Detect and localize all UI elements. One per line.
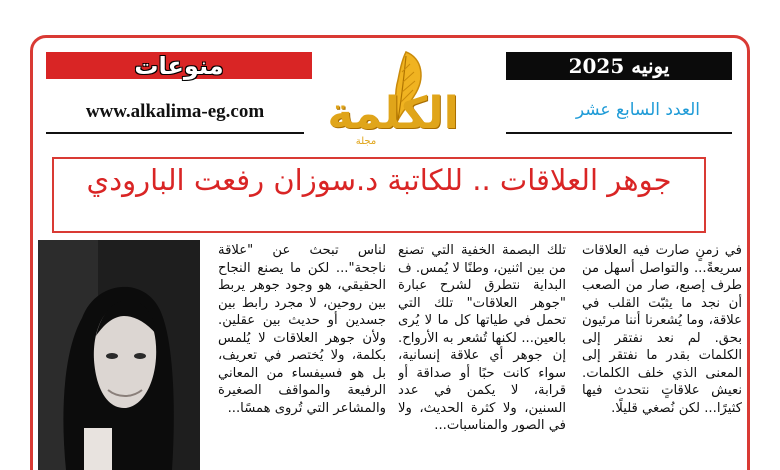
- column-1-text: في زمنٍ صارت فيه العلاقات سريعةً... والتواصل أسهل من طرف إصبع، صار من الصعب أن نجد ما يثبّت القلب في علاقة، وما يُشعرنا أننا مرئيون بحق. لم نعد نفتقر إلى الكلمات بقدر ما نفتقر إلى المعنى الذي خلف الكلمات. نعيش علاقاتٍ نتحدث فيها كثيرًا... لكن نُصغي قليلًا.: [582, 243, 742, 416]
- column-2-text: تلك البصمة الخفية التي تصنع من بين اثنين، وطنًا لا يُمس. ف البداية نتطرق لشرح عبارة "جوهر العلاقات" تلك التي تحمل في طياتها كل ما لا يُرى بالعين... لكنها تُشعر به الأرواح. إن جوهر أي علاقة إنسانية، سواء كانت حبًا أو صداقة أو قرابة، لا يكمن في عدد السنين، ولا كثرة الحديث، ولا في الصور والمناسبات...: [398, 243, 566, 433]
- article-column-2: [398, 242, 566, 470]
- author-photo: [38, 240, 200, 470]
- magazine-logo-text: الكلمة: [327, 88, 459, 139]
- article-title: جوهر العلاقات .. للكاتبة د.سوزان رفعت البارودي: [86, 163, 672, 197]
- article-column-1: [582, 242, 742, 470]
- article-column-3: [218, 242, 386, 470]
- column-3-text: لناس تبحث عن "علاقة ناجحة"... لكن ما يصنع النجاح الحقيقي، هو وجود جوهر يربط بين روحين، لا مجرد رابط بين جسدين أو حديث بين عقلين. ولأن جوهر العلاقات لا يُلمس بكلمة، ولا يُختصر في تعريف، بل هو فسيفساء من المعاني الرفيعة والمواقف الصغيرة والمشاعر التي تُروى همسًا...: [218, 243, 386, 416]
- website-link[interactable]: www.alkalima-eg.com: [85, 101, 265, 122]
- section-label: منوعات: [46, 52, 312, 79]
- issue-number: العدد السابع عشر: [575, 100, 700, 120]
- issue-divider: [506, 132, 732, 134]
- author-portrait-icon: [38, 240, 200, 470]
- magazine-logo-subtext: مجلة: [355, 136, 377, 147]
- issue-date: يونيه 2025: [506, 52, 732, 80]
- website-divider: [46, 132, 304, 134]
